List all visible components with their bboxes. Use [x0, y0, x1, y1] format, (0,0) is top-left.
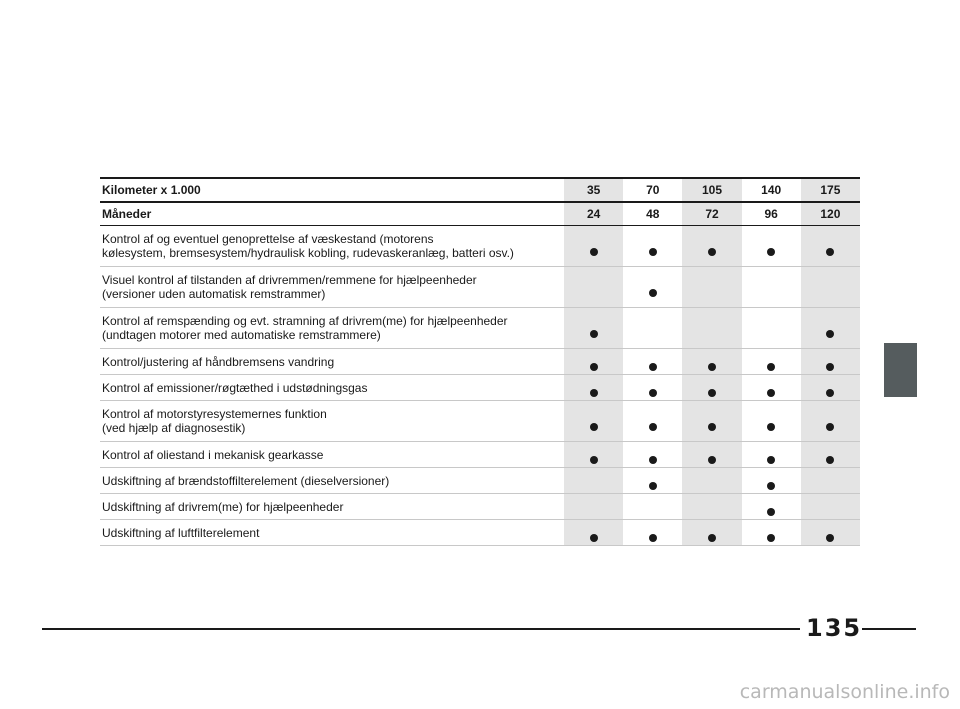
interval-cell: [564, 349, 623, 375]
scheduled-dot-icon: [708, 389, 716, 397]
scheduled-dot-icon: [590, 248, 598, 256]
section-tab-marker: [884, 343, 917, 397]
km-value: 140: [742, 178, 801, 202]
scheduled-dot-icon: [767, 363, 775, 371]
scheduled-dot-icon: [826, 456, 834, 464]
scheduled-dot-icon: [590, 330, 598, 338]
interval-cell: [564, 494, 623, 520]
interval-cell: [623, 468, 682, 494]
scheduled-dot-icon: [649, 248, 657, 256]
interval-cell: [564, 468, 623, 494]
interval-cell: [682, 520, 741, 546]
task-label-line: Kontrol af og eventuel genoprettelse af væskestand (motorens: [102, 232, 434, 246]
scheduled-dot-icon: [708, 363, 716, 371]
task-label-line: Kontrol af motorstyresystemernes funktion: [102, 407, 327, 421]
interval-cell: [742, 494, 801, 520]
task-label: [100, 308, 564, 349]
scheduled-dot-icon: [767, 248, 775, 256]
interval-cell: [623, 520, 682, 546]
task-label-line: Kontrol af remspænding og evt. stramning af drivrem(me) for hjælpeenheder: [102, 314, 508, 328]
scheduled-dot-icon: [708, 423, 716, 431]
interval-cell: [801, 375, 860, 401]
header-km-label: Kilometer x 1.000: [100, 178, 564, 202]
interval-cell: [564, 308, 623, 349]
scheduled-dot-icon: [590, 456, 598, 464]
interval-cell: [623, 349, 682, 375]
scheduled-dot-icon: [590, 363, 598, 371]
interval-cell: [742, 375, 801, 401]
interval-cell: [742, 267, 801, 308]
task-label: [100, 349, 564, 375]
scheduled-dot-icon: [826, 423, 834, 431]
footer-rule-right: [862, 628, 916, 630]
interval-cell: [742, 401, 801, 442]
scheduled-dot-icon: [767, 482, 775, 490]
interval-cell: [623, 308, 682, 349]
interval-cell: [801, 468, 860, 494]
scheduled-dot-icon: [649, 534, 657, 542]
table-row: [100, 349, 860, 375]
interval-cell: [682, 494, 741, 520]
interval-cell: [801, 401, 860, 442]
scheduled-dot-icon: [826, 330, 834, 338]
scheduled-dot-icon: [826, 389, 834, 397]
header-months-label: Måneder: [100, 202, 564, 226]
scheduled-dot-icon: [649, 456, 657, 464]
interval-cell: [623, 494, 682, 520]
months-value: 96: [742, 202, 801, 226]
interval-cell: [682, 375, 741, 401]
task-label: [100, 442, 564, 468]
scheduled-dot-icon: [767, 423, 775, 431]
interval-cell: [801, 308, 860, 349]
interval-cell: [801, 349, 860, 375]
months-value: 24: [564, 202, 623, 226]
task-label: [100, 375, 564, 401]
header-row-months: [100, 202, 860, 226]
interval-cell: [564, 401, 623, 442]
interval-cell: [623, 442, 682, 468]
interval-cell: [682, 308, 741, 349]
interval-cell: [682, 442, 741, 468]
interval-cell: [742, 308, 801, 349]
maintenance-schedule-table: [100, 177, 860, 546]
interval-cell: [801, 226, 860, 267]
table-row: [100, 226, 860, 267]
task-label-line: Kontrol/justering af håndbremsens vandring: [102, 354, 335, 369]
scheduled-dot-icon: [649, 423, 657, 431]
km-value: 175: [801, 178, 860, 202]
task-label-line: Kontrol af oliestand i mekanisk gearkasse: [102, 447, 324, 462]
scheduled-dot-icon: [649, 363, 657, 371]
task-label: [100, 267, 564, 308]
task-label-line: Udskiftning af drivrem(me) for hjælpeenheder: [102, 499, 344, 514]
interval-cell: [564, 267, 623, 308]
scheduled-dot-icon: [826, 248, 834, 256]
months-value: 120: [801, 202, 860, 226]
table-row: [100, 520, 860, 546]
interval-cell: [564, 375, 623, 401]
task-label-line: Kontrol af emissioner/røgtæthed i udstødningsgas: [102, 380, 368, 395]
task-label: [100, 401, 564, 442]
interval-cell: [801, 494, 860, 520]
interval-cell: [623, 267, 682, 308]
scheduled-dot-icon: [708, 456, 716, 464]
scheduled-dot-icon: [649, 389, 657, 397]
task-label-line: (ved hjælp af diagnosestik): [102, 421, 246, 435]
scheduled-dot-icon: [767, 534, 775, 542]
task-label-line: Udskiftning af luftfilterelement: [102, 525, 260, 540]
months-value: 48: [623, 202, 682, 226]
scheduled-dot-icon: [649, 482, 657, 490]
task-label: [100, 468, 564, 494]
interval-cell: [623, 226, 682, 267]
task-label-line: (undtagen motorer med automatiske remstrammere): [102, 328, 381, 342]
task-label: [100, 494, 564, 520]
interval-cell: [623, 401, 682, 442]
interval-cell: [742, 520, 801, 546]
task-label-line: kølesystem, bremsesystem/hydraulisk kobling, rudevaskeranlæg, batteri osv.): [102, 246, 514, 260]
table-row: [100, 468, 860, 494]
task-label-line: Visuel kontrol af tilstanden af drivremmen/remmene for hjælpeenheder: [102, 273, 477, 287]
scheduled-dot-icon: [708, 248, 716, 256]
scheduled-dot-icon: [708, 534, 716, 542]
interval-cell: [682, 468, 741, 494]
interval-cell: [742, 468, 801, 494]
scheduled-dot-icon: [826, 363, 834, 371]
interval-cell: [682, 401, 741, 442]
table-row: [100, 267, 860, 308]
watermark: carmanualsonline.info: [739, 681, 950, 703]
interval-cell: [742, 442, 801, 468]
table-row: [100, 442, 860, 468]
task-label: [100, 226, 564, 267]
km-value: 105: [682, 178, 741, 202]
scheduled-dot-icon: [649, 289, 657, 297]
scheduled-dot-icon: [590, 423, 598, 431]
task-label-line: (versioner uden automatisk remstrammer): [102, 287, 326, 301]
scheduled-dot-icon: [826, 534, 834, 542]
task-label-line: Udskiftning af brændstoffilterelement (dieselversioner): [102, 473, 390, 488]
scheduled-dot-icon: [767, 508, 775, 516]
interval-cell: [801, 267, 860, 308]
scheduled-dot-icon: [590, 389, 598, 397]
interval-cell: [623, 375, 682, 401]
scheduled-dot-icon: [767, 456, 775, 464]
page-number: 135: [806, 614, 863, 642]
km-value: 70: [623, 178, 682, 202]
scheduled-dot-icon: [767, 389, 775, 397]
task-label: [100, 520, 564, 546]
table-row: [100, 308, 860, 349]
interval-cell: [742, 226, 801, 267]
interval-cell: [564, 226, 623, 267]
months-value: 72: [682, 202, 741, 226]
interval-cell: [682, 226, 741, 267]
header-row-kilometers: [100, 178, 860, 202]
table-row: [100, 401, 860, 442]
km-value: 35: [564, 178, 623, 202]
table-row: [100, 494, 860, 520]
interval-cell: [682, 349, 741, 375]
footer-rule-left: [42, 628, 800, 630]
interval-cell: [682, 267, 741, 308]
interval-cell: [564, 442, 623, 468]
interval-cell: [742, 349, 801, 375]
interval-cell: [801, 520, 860, 546]
table-row: [100, 375, 860, 401]
interval-cell: [564, 520, 623, 546]
scheduled-dot-icon: [590, 534, 598, 542]
interval-cell: [801, 442, 860, 468]
